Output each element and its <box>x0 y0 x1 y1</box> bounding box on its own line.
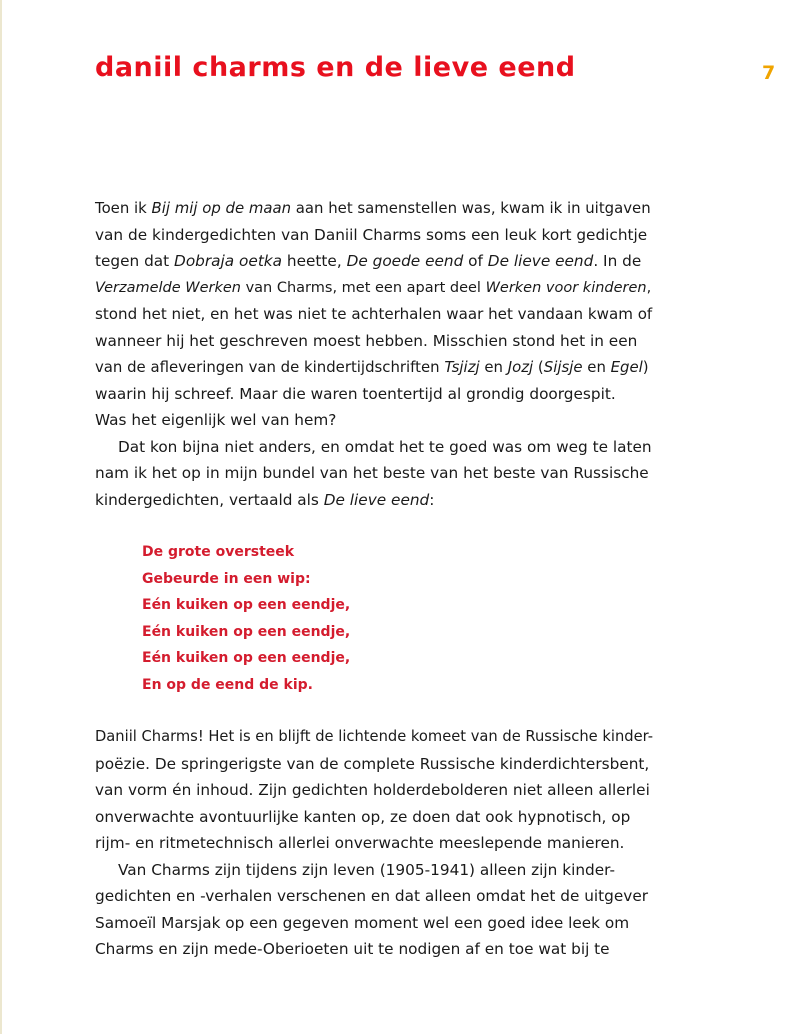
page-title: daniil charms en de lieve eend <box>95 52 576 83</box>
text-line <box>95 248 655 275</box>
poem-line: Eén kuiken op een eendje, <box>142 623 351 640</box>
text-line <box>95 883 655 910</box>
text-line <box>95 195 655 222</box>
text-run: Charms en zijn mede-Oberioeten uit te nodigen af en toe wat bij te <box>95 940 610 958</box>
text-run: Was het eigenlijk wel van hem? <box>95 411 337 429</box>
text-line <box>95 328 655 355</box>
text-run: heette, <box>282 252 347 270</box>
text-line <box>95 354 655 381</box>
text-line <box>95 910 655 937</box>
italic-text: Tsjizj <box>444 358 480 376</box>
text-run: . In de <box>593 252 642 270</box>
text-line <box>95 751 655 778</box>
poem-block <box>142 539 350 698</box>
text-run: van de afleveringen van de kindertijdschriften <box>95 358 445 376</box>
text-line-indented <box>95 434 655 461</box>
page-edge <box>0 0 2 1034</box>
text-line <box>95 830 655 857</box>
text-run: of <box>463 252 488 270</box>
body-text-section-1 <box>95 195 655 513</box>
text-line <box>95 301 655 328</box>
poem-line: De grote oversteek <box>142 544 295 560</box>
text-run: stond het niet, en het was niet te achterhalen waar het vandaan kwam of <box>95 305 653 323</box>
text-run: ) <box>642 358 649 376</box>
text-run: van de kindergedichten van Daniil Charms soms een leuk kort gedichtje <box>95 225 648 244</box>
text-run: onverwachte avontuurlijke kanten op, ze doen dat ook hypnotisch, op <box>95 807 631 826</box>
text-run: ( <box>533 358 544 376</box>
text-run: tegen dat <box>95 252 175 270</box>
italic-text: Dobraja oetka <box>174 252 283 270</box>
text-line <box>95 381 655 408</box>
italic-text: Egel <box>610 358 643 376</box>
italic-text: Werken voor kinderen <box>485 279 647 296</box>
text-run: kindergedichten, vertaald als <box>95 490 324 509</box>
page-number: 7 <box>762 62 776 84</box>
text-line <box>95 804 655 831</box>
text-run: en <box>582 358 611 376</box>
italic-text: Bij mij op de maan <box>151 199 292 217</box>
text-line <box>95 724 655 751</box>
poem-line: Eén kuiken op een eendje, <box>142 650 351 666</box>
text-line <box>95 275 655 302</box>
text-line <box>95 936 655 963</box>
text-run: van Charms, met een apart deel <box>240 279 486 296</box>
text-line <box>95 407 655 434</box>
text-run: aan het samenstellen was, kwam ik in uitgaven <box>291 199 651 217</box>
text-line <box>95 487 655 514</box>
text-run: : <box>429 490 435 509</box>
text-run: Daniil Charms! Het is en blijft de lichtende komeet van de Russische kinder- <box>95 728 654 745</box>
text-run: en <box>479 358 508 376</box>
italic-text: De goede eend <box>346 252 464 270</box>
text-run: poëzie. De springerigste van de complete Russische kinderdichtersbent, <box>95 754 650 773</box>
poem-line: Eén kuiken op een eendje, <box>142 597 351 613</box>
text-run: waarin hij schreef. Maar die waren toentertijd al grondig doorgespit. <box>95 384 616 403</box>
italic-text: Verzamelde Werken <box>95 279 241 296</box>
italic-text: Jozj <box>507 358 534 376</box>
body-text-section-2 <box>95 724 655 963</box>
italic-text: De lieve eend <box>487 252 594 270</box>
text-run: rijm- en ritmetechnisch allerlei onverwachte meeslepende manieren. <box>95 834 625 852</box>
text-run: , <box>646 279 652 296</box>
text-line <box>95 777 655 804</box>
text-run: Dat kon bijna niet anders, en omdat het te goed was om weg te laten <box>118 437 652 456</box>
poem-line: En op de eend de kip. <box>142 676 314 693</box>
text-line-indented <box>95 857 655 884</box>
italic-text: De lieve eend <box>323 490 430 509</box>
text-run: Van Charms zijn tijdens zijn leven (1905-1941) alleen zijn kinder- <box>118 860 615 879</box>
text-line <box>95 460 655 487</box>
text-run: Toen ik <box>95 199 152 217</box>
poem-line: Gebeurde in een wip: <box>142 570 311 587</box>
text-run: Samoeïl Marsjak op een gegeven moment wel een goed idee leek om <box>95 913 630 932</box>
italic-text: Sijsje <box>543 358 583 376</box>
text-line <box>95 222 655 249</box>
text-run: van vorm én inhoud. Zijn gedichten holderdebolderen niet alleen allerlei <box>95 781 650 799</box>
text-run: wanneer hij het geschreven moest hebben. Misschien stond het in een <box>95 331 638 350</box>
text-run: gedichten en -verhalen verschenen en dat alleen omdat het de uitgever <box>95 887 649 905</box>
text-run: nam ik het op in mijn bundel van het beste van het beste van Russische <box>95 464 649 482</box>
